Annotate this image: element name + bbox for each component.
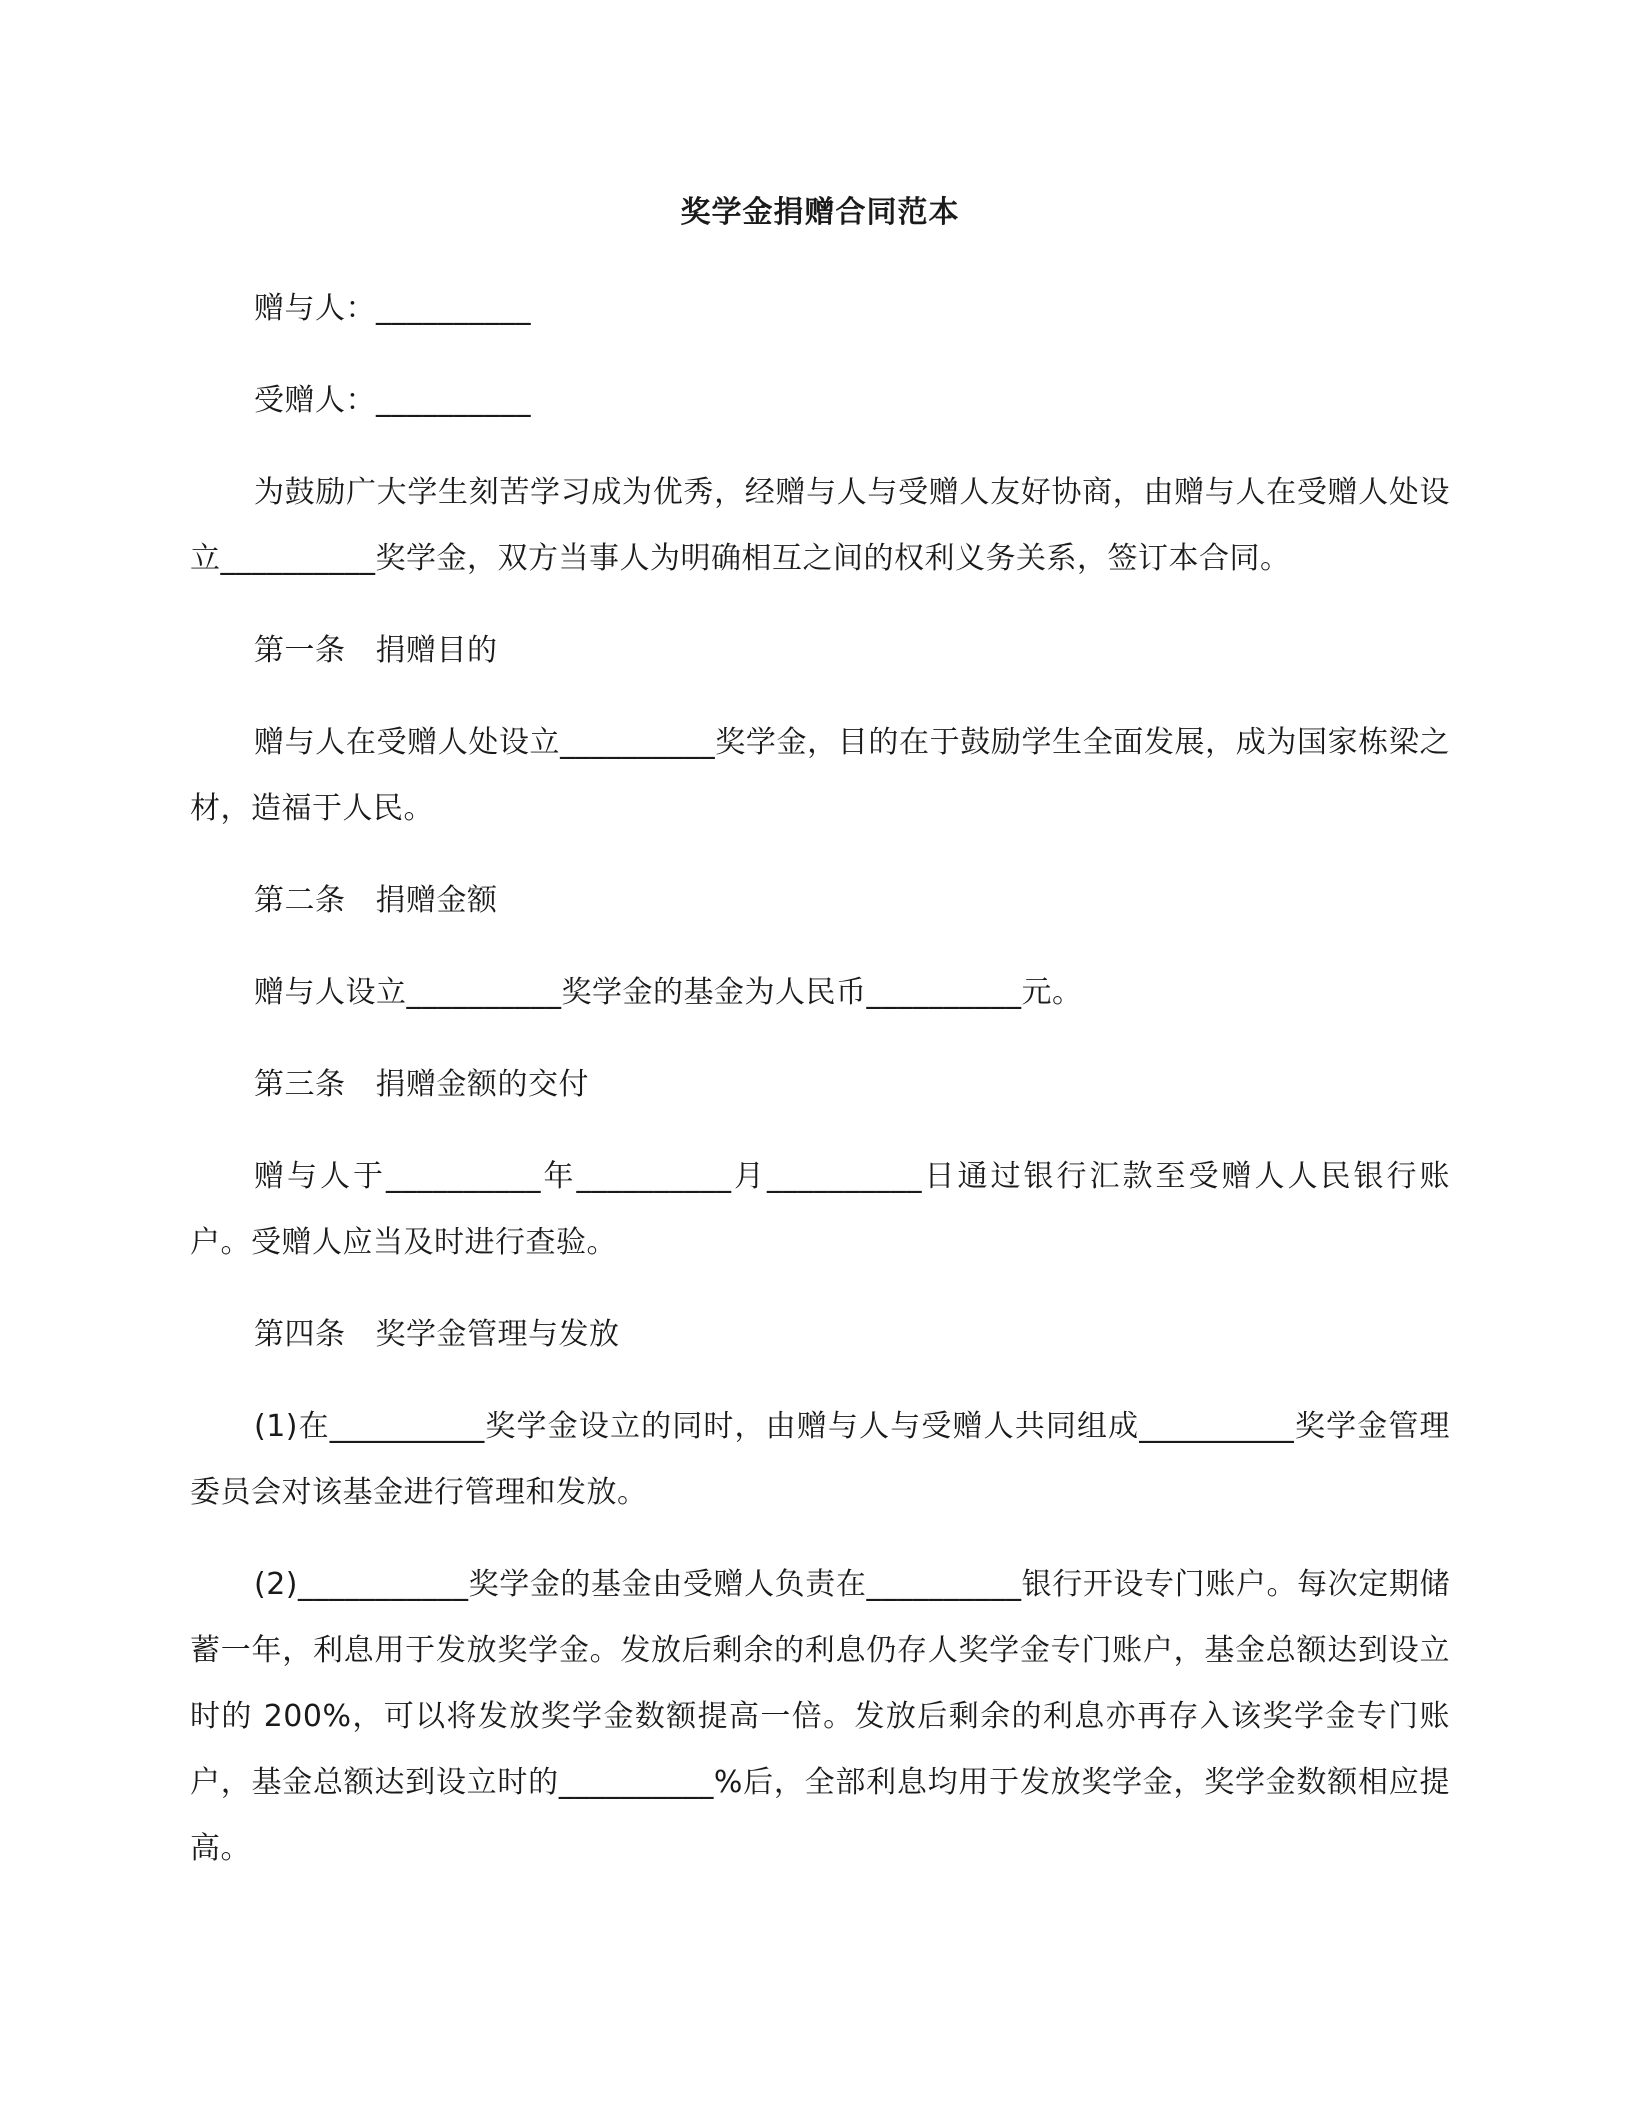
article-2-title: 捐赠金额 <box>375 883 498 918</box>
article-1-title: 捐赠目的 <box>375 633 498 668</box>
intro-paragraph: 为鼓励广大学生刻苦学习成为优秀，经赠与人与受赠人友好协商，由赠与人在受赠人处设立__________奖学金，双方当事人为明确相互之间的权利义务关系，签订本合同。 <box>190 475 1450 576</box>
article-4-title: 奖学金管理与发放 <box>375 1317 620 1352</box>
document-body <box>190 190 1450 1908</box>
article-2-number: 第二条 <box>254 883 346 918</box>
article-3-body: 赠与人于__________年__________月__________日通过银行汇款至受赠人人民银行账户。受赠人应当及时进行查验。 <box>190 1159 1450 1260</box>
donor-line: 赠与人：__________ <box>254 291 531 326</box>
article-1-heading <box>190 618 1450 684</box>
article-3-number: 第三条 <box>254 1067 346 1102</box>
article-4-number: 第四条 <box>254 1317 346 1352</box>
article-3-heading <box>190 1052 1450 1118</box>
article-1-body: 赠与人在受赠人处设立__________奖学金，目的在于鼓励学生全面发展，成为国家栋梁之材，造福于人民。 <box>190 725 1450 826</box>
article-2-body: 赠与人设立__________奖学金的基金为人民币__________元。 <box>254 975 1083 1010</box>
article-3-title: 捐赠金额的交付 <box>375 1067 589 1102</box>
document-title: 奖学金捐赠合同范本 <box>680 195 960 230</box>
article-4-item-2: (2)___________奖学金的基金由受赠人负责在__________银行开设专门账户。每次定期储蓄一年，利息用于发放奖学金。发放后剩余的利息仍存人奖学金专门账户，基金总额达到设立时的 200%，可以将发放奖学金数额提高一倍。发放后剩余的利息亦再存入该奖学金专门账户，基金总额达到设立时的__________%后，全部利息均用于发放奖学金，奖学金数额相应提高。 <box>190 1567 1450 1866</box>
recipient-line: 受赠人：__________ <box>254 383 531 418</box>
article-2-heading <box>190 868 1450 934</box>
article-4-item-1: (1)在__________奖学金设立的同时，由赠与人与受赠人共同组成__________奖学金管理委员会对该基金进行管理和发放。 <box>190 1409 1450 1510</box>
article-4-heading <box>190 1302 1450 1368</box>
article-1-number: 第一条 <box>254 633 346 668</box>
